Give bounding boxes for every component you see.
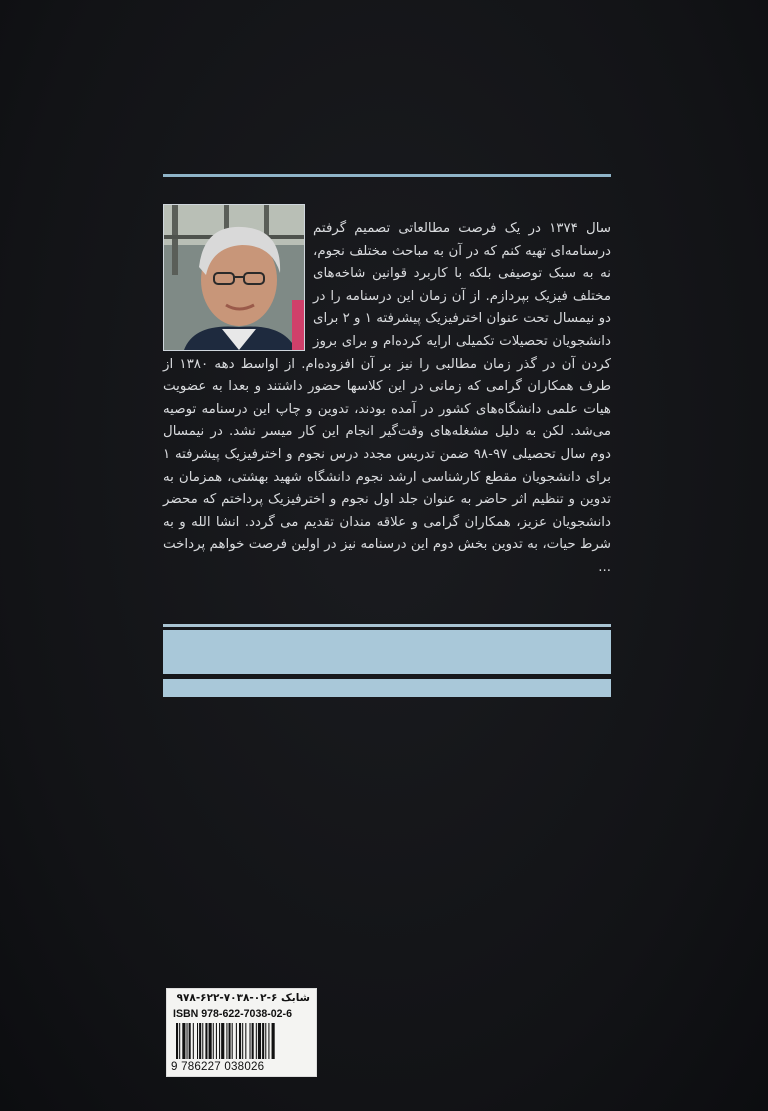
barcode-bar [256, 1023, 257, 1059]
bio-text: سال ۱۳۷۴ در یک فرصت مطالعاتی تصمیم گرفتم درسنامه‌ای تهیه کنم که در آن به مباحث مختلف نجوم، نه به سبک توصیفی بلکه با کاربرد قوانین شاخه‌های مختلف فیزیک بپردازم. از آن زمان این درسنامه را در دو نیمسال تحت عنوان اخترفیزیک پیشرفته ۱ و ۲ برای دانشجویان تحصیلات تکمیلی ارایه کرده‌ام و برای بروز کردن آن در گذر زمان مطالبی را نیز بر آن افزوده‌ام. از اواسط دهه ۱۳۸۰ از طرف همکاران گرامی که زمانی در این کلاسها حضور داشتند و بعدا به عضویت هیات علمی دانشگاه‌های کشور در آمده بودند، تدوین و چاپ این درسنامه توصیه می‌شد. لکن به دلیل مشغله‌های وقت‌گیر انجام این کار میسر نشد. در نیمسال دوم سال تحصیلی ۹۷-۹۸ ضمن تدریس مجدد درس نجوم و اخترفیزیک پیشرفته ۱ برای دانشجویان مقطع کارشناسی ارشد نجوم دانشگاه شهید بهشتی، همزمان به تدوین و تنظیم اثر حاضر به عنوان جلد اول نجوم و اخترفیزیک پرداختم که محضر دانشجویان عزیز، همکاران گرامی و علاقه مندان تقدیم می گردد. انشا الله و به شرط حیات، به تدوین بخش دوم این درسنامه نیز در اولین فرصت خواهم پرداخت ... [163, 221, 611, 575]
barcode-digits: 9 786227 038026 [171, 1060, 265, 1073]
barcode-bar [182, 1023, 185, 1059]
isbn-label [166, 988, 317, 1077]
barcode-bar [268, 1023, 269, 1059]
barcode [176, 1023, 308, 1059]
barcode-bar [250, 1023, 251, 1059]
decorative-band-line [163, 624, 611, 627]
barcode-bar [262, 1023, 264, 1059]
barcode-bar [236, 1023, 237, 1059]
barcode-bar [193, 1023, 194, 1059]
isbn-english: ISBN 978-622-7038-02-6 [173, 1008, 292, 1020]
barcode-bar [239, 1023, 241, 1059]
barcode-bar [221, 1023, 224, 1059]
barcode-bar [197, 1023, 198, 1059]
top-accent-line [163, 174, 611, 177]
barcode-bar [213, 1023, 214, 1059]
photo-spacer [163, 204, 313, 336]
decorative-band-lower [163, 679, 611, 697]
isbn-persian: شابک ۶-۰۲-۷۰۳۸-۶۲۲-۹۷۸ [176, 992, 310, 1004]
decorative-band [163, 630, 611, 674]
barcode-bar [245, 1023, 246, 1059]
barcode-bar [219, 1023, 220, 1059]
barcode-bar [265, 1023, 266, 1059]
barcode-bar [187, 1023, 188, 1059]
author-bio [163, 218, 611, 580]
barcode-bar [199, 1023, 201, 1059]
barcode-bar [258, 1023, 261, 1059]
barcode-bar [252, 1023, 254, 1059]
barcode-bar [226, 1023, 227, 1059]
barcode-bar [229, 1023, 231, 1059]
barcode-bar [176, 1023, 178, 1059]
barcode-bar [202, 1023, 203, 1059]
barcode-bar [205, 1023, 207, 1059]
barcode-bar [189, 1023, 191, 1059]
barcode-bar [216, 1023, 217, 1059]
barcode-bar [179, 1023, 180, 1059]
barcode-bar [242, 1023, 243, 1059]
barcode-bar [272, 1023, 275, 1059]
barcode-bar [232, 1023, 233, 1059]
barcode-bar [209, 1023, 212, 1059]
